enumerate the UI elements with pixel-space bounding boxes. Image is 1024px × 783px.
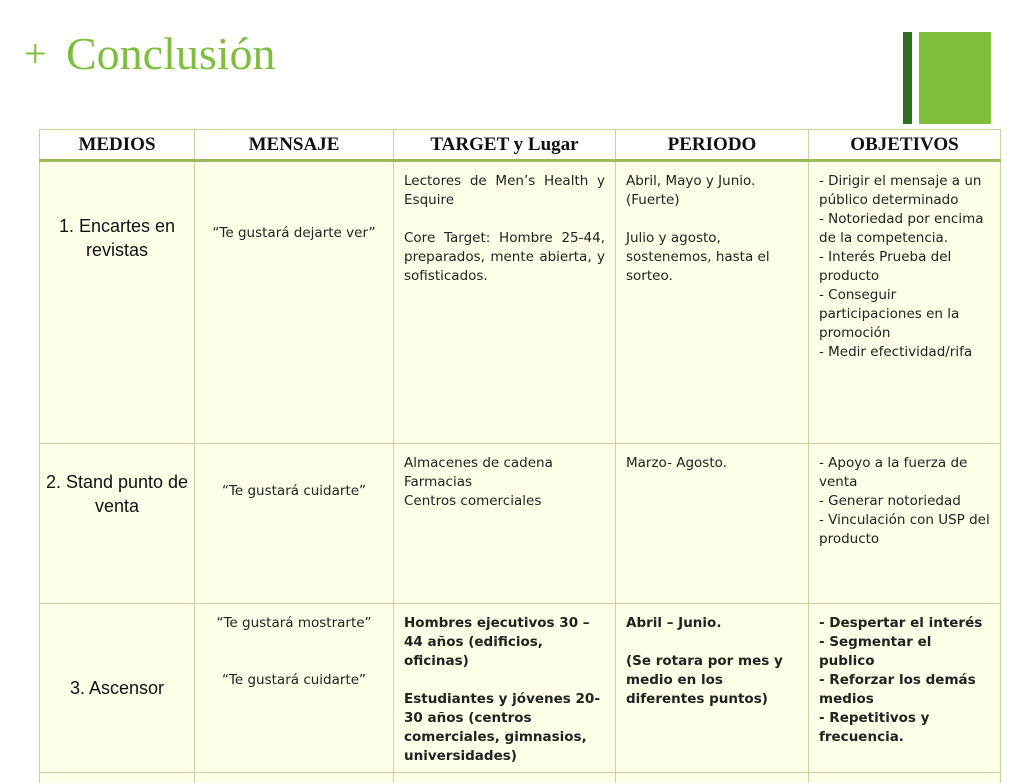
slide-title: Conclusión xyxy=(66,26,276,82)
objetivo-line: - Conseguir participaciones en la promoción xyxy=(819,286,990,343)
periodo-line: Abril – Junio. xyxy=(626,614,798,633)
cell-target xyxy=(394,161,616,444)
cell-mensaje xyxy=(195,444,394,604)
objetivo-line: - Generar notoriedad xyxy=(819,492,990,511)
decor-bar-light xyxy=(919,32,991,124)
media-plan-table xyxy=(39,129,1000,685)
cell-target xyxy=(394,444,616,604)
cell-objetivos xyxy=(809,161,1001,444)
target-line: Core Target: Hombre 25-44, preparados, mente abierta, y sofisticados. xyxy=(404,229,605,286)
cell-objetivos xyxy=(809,444,1001,604)
cell-target xyxy=(394,604,616,773)
cell-periodo xyxy=(616,444,809,604)
table-row xyxy=(40,604,1001,773)
objetivo-line: - Notoriedad por encima de la competencia. xyxy=(819,210,990,248)
objetivo-line: - Segmentar el publico xyxy=(819,633,990,671)
objetivo-line: - Vinculación con USP del producto xyxy=(819,511,990,549)
cell-medio: 3. Ascensor xyxy=(40,604,195,773)
objetivo-line: - Apoyo a la fuerza de venta xyxy=(819,454,990,492)
cell-medio: 2. Stand punto de venta xyxy=(40,444,195,604)
header-mensaje: MENSAJE xyxy=(195,130,394,161)
periodo-line: Abril, Mayo y Junio. (Fuerte) xyxy=(626,172,798,210)
table-header-row xyxy=(40,130,1001,161)
decor-bar-dark xyxy=(903,32,912,124)
periodo-line: Marzo- Agosto. xyxy=(626,454,798,473)
cell-periodo xyxy=(616,604,809,773)
cell-mensaje xyxy=(195,604,394,773)
mensaje-line: “Te gustará cuidarte” xyxy=(205,671,383,690)
periodo-line: Julio y agosto, sostenemos, hasta el sorteo. xyxy=(626,229,798,286)
header-target: TARGET y Lugar xyxy=(394,130,616,161)
header-periodo: PERIODO xyxy=(616,130,809,161)
table-row-empty xyxy=(40,773,1001,783)
cell-medio: 1. Encartes en revistas xyxy=(40,161,195,444)
objetivo-line: - Medir efectividad/rifa xyxy=(819,343,990,362)
mensaje-line: “Te gustará mostrarte” xyxy=(205,614,383,633)
mensaje-line: “Te gustará cuidarte” xyxy=(205,482,383,501)
objetivo-line: - Reforzar los demás medios xyxy=(819,671,990,709)
table-row xyxy=(40,161,1001,444)
objetivo-line: - Despertar el interés xyxy=(819,614,990,633)
periodo-line: (Se rotara por mes y medio en los diferentes puntos) xyxy=(626,652,798,709)
target-line: Farmacias xyxy=(404,473,605,492)
header-objetivos: OBJETIVOS xyxy=(809,130,1001,161)
mensaje-line: “Te gustará dejarte ver” xyxy=(205,224,383,243)
objetivo-line: - Repetitivos y frecuencia. xyxy=(819,709,990,747)
cell-mensaje xyxy=(195,161,394,444)
header-medios: MEDIOS xyxy=(40,130,195,161)
plus-bullet-icon: + xyxy=(24,30,47,78)
target-line: Centros comerciales xyxy=(404,492,605,511)
objetivo-line: - Dirigir el mensaje a un público determinado xyxy=(819,172,990,210)
objetivo-line: - Interés Prueba del producto xyxy=(819,248,990,286)
cell-objetivos xyxy=(809,604,1001,773)
cell-periodo xyxy=(616,161,809,444)
target-line: Estudiantes y jóvenes 20-30 años (centros comerciales, gimnasios, universidades) xyxy=(404,690,605,766)
table-row xyxy=(40,444,1001,604)
target-line: Hombres ejecutivos 30 – 44 años (edificios, oficinas) xyxy=(404,614,605,671)
target-line: Almacenes de cadena xyxy=(404,454,605,473)
target-line: Lectores de Men’s Health y Esquire xyxy=(404,172,605,210)
